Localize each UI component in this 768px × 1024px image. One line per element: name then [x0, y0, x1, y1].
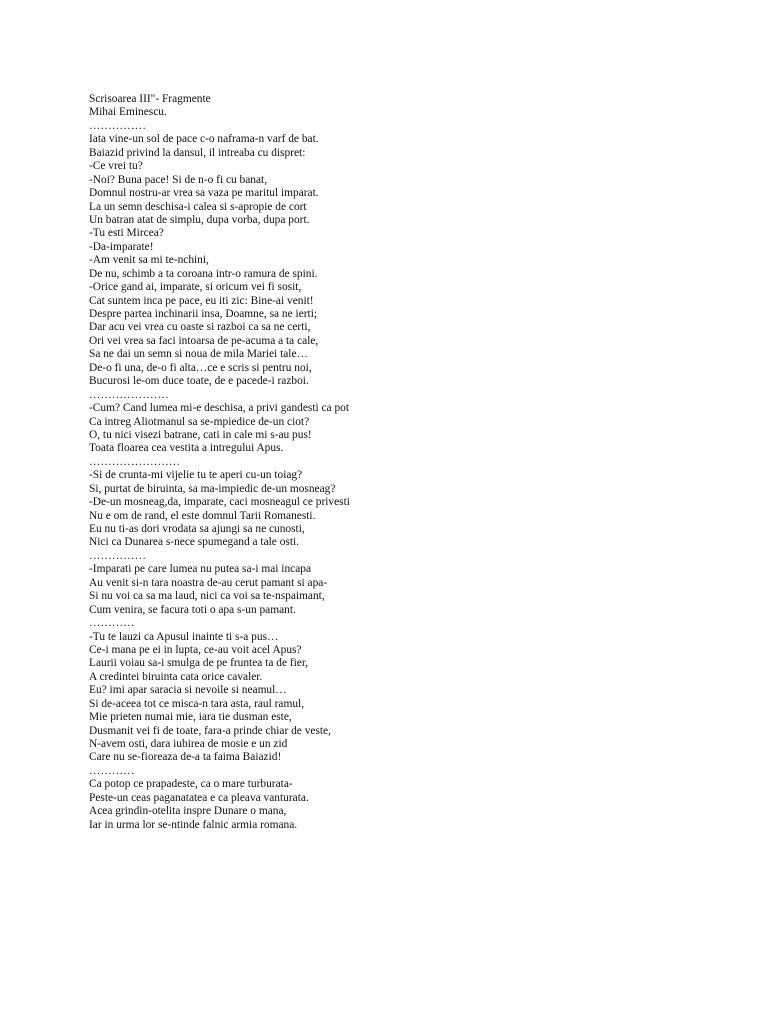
poem-line: -De-un mosneag,da, imparate, caci mosneagul ce privesti	[89, 496, 350, 509]
poem-line: Ce-i mana pe ei in lupta, ce-au voit acel Apus?	[89, 643, 302, 656]
poem-line: …………………	[89, 388, 169, 401]
poem-line: Ori vei vrea sa faci intoarsa de pe-acuma a ta cale,	[89, 334, 319, 347]
poem-lines	[89, 120, 689, 832]
poem-line: Bucurosi le-om duce toate, de e pacede-i razboi.	[89, 375, 309, 388]
poem-line: Ca intreg Aliotmanul sa se-mpiedice de-un ciot?	[89, 415, 310, 428]
poem-line: -Am venit sa mi te-nchini,	[89, 254, 209, 267]
poem-line: Iar in urma lor se-ntinde falnic armia romana.	[89, 818, 298, 831]
poem-line: Eu? imi apar saracia si nevoile si neamul…	[89, 684, 287, 697]
poem-line: -Noi? Buna pace! Si de n-o fi cu banat,	[89, 173, 268, 186]
poem-line: Acea grindin-otelita inspre Dunare o mana,	[89, 805, 287, 818]
poem-line: Nici ca Dunarea s-nece spumegand a tale osti.	[89, 536, 300, 549]
poem-line: Au venit si-n tara noastra de-au cerut pamant si apa-	[89, 576, 328, 589]
poem-line: Dusmanit vei fi de toate, fara-a prinde chiar de veste,	[89, 724, 331, 737]
poem-line: Si, purtat de biruinta, sa ma-impiedic de-un mosneag?	[89, 482, 336, 495]
poem-line: Baiazid privind la dansul, il intreaba cu dispret:	[89, 146, 306, 159]
poem-line: -Da-imparate!	[89, 240, 154, 253]
poem-line: Iata vine-un sol de pace c-o naframa-n varf de bat.	[89, 133, 319, 146]
poem-line: Care nu se-fioreaza de-a ta faima Baiazid!	[89, 751, 282, 764]
poem-line: -Imparati pe care lumea nu putea sa-i mai incapa	[89, 563, 312, 576]
poem-line: Laurii voiau sa-i smulga de pe fruntea ta de fier,	[89, 657, 309, 670]
poem-line: La un semn deschisa-i calea si s-apropie de cort	[89, 200, 307, 213]
poem-line: ……………………	[89, 455, 181, 468]
poem-line: -Si de crunta-mi vijelie tu te aperi cu-un toiag?	[89, 469, 303, 482]
poem-line: Dar acu vei vrea cu oaste si razboi ca sa ne certi,	[89, 321, 311, 334]
poem-line: Si de-aceea tot ce misca-n tara asta, raul ramul,	[89, 697, 305, 710]
poem-line: Despre partea inchinarii insa, Doamne, sa ne ierti;	[89, 308, 318, 320]
poem-line: Eu nu ti-as dori vrodata sa ajungi sa ne cunosti,	[89, 523, 305, 535]
poem-line: Domnul nostru-ar vrea sa vaza pe maritul imparat.	[89, 187, 319, 200]
poem-line: Mie prieten numai mie, iara tie dusman este,	[89, 711, 292, 724]
poem-text	[89, 93, 689, 832]
poem-line: -Ce vrei tu?	[89, 160, 143, 173]
poem-line: Peste-un ceas paganatatea e ca pleava vanturata.	[89, 791, 309, 804]
poem-line: ……………	[89, 119, 146, 132]
poem-line: -Tu esti Mircea?	[89, 227, 164, 240]
poem-line: Ca potop ce prapadeste, ca o mare turburata-	[89, 778, 293, 791]
poem-line: …………	[89, 764, 135, 777]
poem-line: Si nu voi ca sa ma laud, nici ca voi sa te-nspaimant,	[89, 590, 325, 603]
poem-line: -Cum? Cand lumea mi-e deschisa, a privi gandesti ca pot	[89, 402, 350, 415]
poem-line: O, tu nici visezi batrane, cati in cale mi s-au pus!	[89, 428, 312, 441]
poem-line: Nu e om de rand, el este domnul Tarii Romanesti.	[89, 509, 316, 522]
poem-line: Un batran atat de simplu, dupa vorba, dupa port.	[89, 213, 310, 226]
poem-line: Toata floarea cea vestita a intregului Apus.	[89, 442, 284, 455]
poem-line: ……………	[89, 549, 146, 562]
poem-line: Cum venira, se facura toti o apa s-un pamant.	[89, 603, 296, 616]
poem-line: Cat suntem inca pe pace, eu iti zic: Bine-ai venit!	[89, 294, 314, 307]
document-title: Scrisoarea III"- Fragmente	[89, 93, 211, 105]
document-author: Mihai Eminescu.	[89, 106, 167, 119]
poem-line: A credintei biruinta cata orice cavaler.	[89, 670, 263, 683]
poem-line: -Tu te lauzi ca Apusul inainte ti s-a pus…	[89, 630, 279, 643]
poem-line: N-avem osti, dara iubirea de mosie e un zid	[89, 738, 288, 750]
poem-line: -Orice gand ai, imparate, si oricum vei fi sosit,	[89, 281, 302, 294]
poem-line: De nu, schimb a ta coroana intr-o ramura de spini.	[89, 267, 318, 280]
poem-line: …………	[89, 617, 135, 630]
poem-line: Sa ne dai un semn si noua de mila Mariei tale…	[89, 348, 308, 361]
poem-line: De-o fi una, de-o fi alta…ce e scris si pentru noi,	[89, 361, 312, 374]
